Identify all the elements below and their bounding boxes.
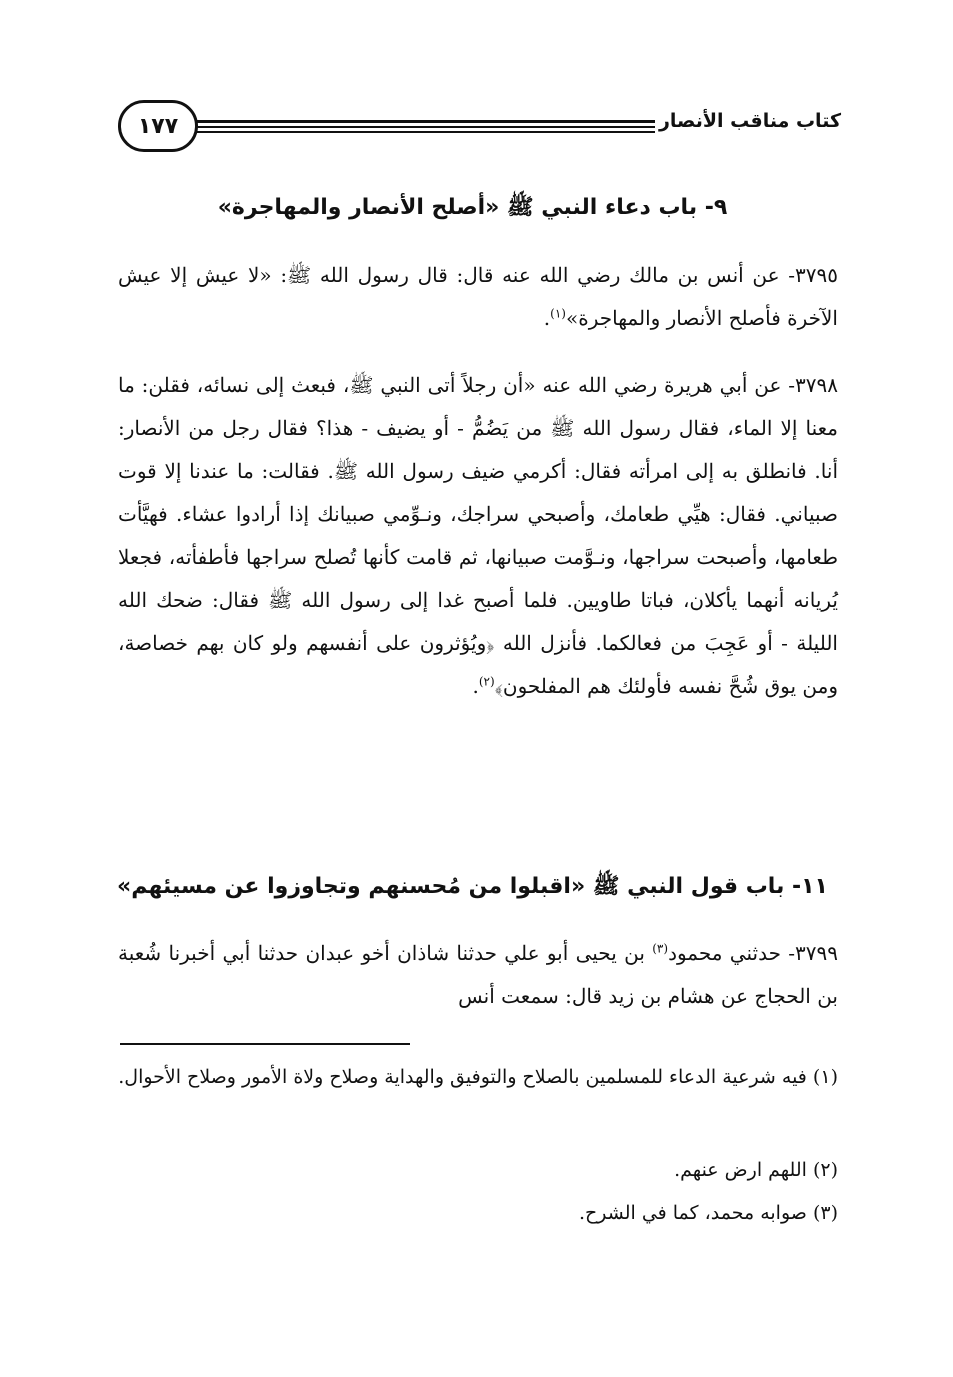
footnote-ref[interactable]: (١) (550, 306, 566, 321)
hadith-text: ٣٧٩٨- عن أبي هريرة رضي الله عنه «أن رجلاً أتى النبي ﷺ، فبعث إلى نسائه، فقلن: ما معنا إلا الماء، فقال رسول الله ﷺ من يَضُمُّ - أو يضيف - هذا؟ فقال رجل من الأنصار: أنا. فانطلق به إلى امرأته فقال: أكرمي ضيف رسول الله ﷺ. فقالت: ما عندنا إلا قوت صبياني. فقال: هيِّي طعامك، وأصبحي سراجك، ونـوِّمي صبيانك إذا أرادوا عشاء. فهيَّأت طعامها، وأصبحت سراجها، ونـوَّمت صبيانها، ثم قامت كأنها تُصلح سراجها فأطفأته، فجعلا يُريانه أنهما يأكلان، فباتا طاويين. فلما أصبح غدا إلى رسول الله ﷺ فقال: ضحك الله الليلة - أو عَجِبَ من فعالكما. فأنزل الله ﴿ويُؤثرون على أنفسهم ولو كان بهم خصاصة، ومن يوق شُحَّ نفسه فأولئك هم المفلحون﴾ (118, 373, 838, 698)
hadith-3799 (118, 932, 838, 1018)
footnote-2: (٢) اللهم ارض عنهم. (674, 1159, 838, 1181)
hadith-end: . (472, 674, 479, 698)
hadith-3795 (118, 254, 838, 340)
hadith-text: ٣٧٩٩- حدثني محمود (668, 941, 838, 965)
hadith-text-continued: بن يحيى أبو علي حدثنا شاذان أخو عبدان حدثنا أبي أخبرنا شُعبة بن الحجاج عن هشام بن زيد قال: سمعت أنس (118, 941, 838, 1008)
footnote-separator (120, 1043, 410, 1045)
footnote-1: (١) فيه شرعية الدعاء للمسلمين بالصلاح والتوفيق والهداية وصلاح ولاة الأمور وصلاح الأحوال. (118, 1066, 838, 1088)
section-heading-9: ٩- باب دعاء النبي ﷺ «أصلح الأنصار والمهاجرة» (217, 195, 728, 220)
hadith-3798 (118, 364, 838, 708)
header-rule (185, 120, 655, 136)
running-header-title: كتاب مناقب الأنصار (658, 110, 841, 132)
footnote-3: (٣) صوابه محمد، كما في الشرح. (578, 1202, 838, 1224)
hadith-text: ٣٧٩٥- عن أنس بن مالك رضي الله عنه قال: قال رسول الله ﷺ: «لا عيش إلا عيش الآخرة فأصلح الأنصار والمهاجرة» (118, 263, 838, 330)
footnote-ref[interactable]: (٣) (652, 941, 669, 956)
hadith-end: . (543, 306, 551, 330)
section-heading-11: ١١- باب قول النبي ﷺ «اقبلوا من مُحسنهم وتجاوزوا عن مسيئهم» (117, 874, 828, 899)
footnote-ref[interactable]: (٢) (478, 674, 495, 689)
page-number: ١٧٧ (137, 113, 179, 139)
page-number-badge (118, 100, 198, 152)
